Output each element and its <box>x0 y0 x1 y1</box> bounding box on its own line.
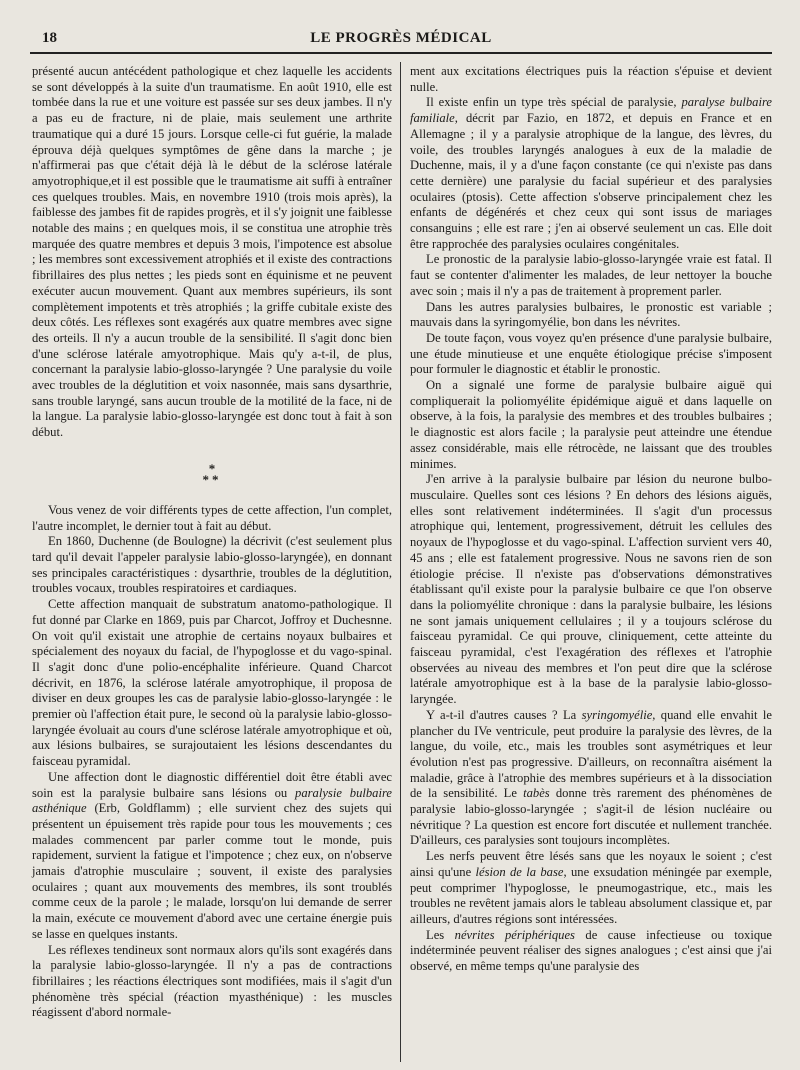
left-column <box>32 64 392 1021</box>
text-run: donne très rarement des phénomènes de paralysie labio-glosso-laryngée ; s'agit-il de lésion nucléaire ou névritique ? La question est encore fort discutée et nullement tranchée. D'ailleurs, ces paralysies sont toujours incomplètes. <box>410 786 772 848</box>
paragraph <box>410 849 772 928</box>
italic-term: lésion de la base <box>475 864 564 879</box>
text-run: de cause infectieuse ou toxique indéterminée peuvent réaliser des signes analogues ; c'est ainsi que j'ai observé, en même temps qu'une paralysie des <box>410 927 772 974</box>
paragraph: J'en arrive à la paralysie bulbaire par lésion du neurone bulbo-musculaire. Quelles sont ces lésions ? En dehors des lésions aiguës, elles sont relativement indéterminées. Il s'agit d'un processus atrophique qui, lentement, progressivement, détruit les cellules des noyaux de l'hypoglosse et du vago-spinal. L'affection survient vers 40, 45 ans ; elle est fatalement progressive. Nous ne savons rien de son étiologie précise. Il n'existe pas d'observations démonstratives établissant qu'il existe pour la paralysie bulbaire ce que l'on observe dans la poliomyélite chronique : dans la paralysie bulbaire, les lésions ne sont jamais uniquement cellulaires ; il y a toujours sclérose du faisceau pyramidal. Ce qui prouve, cliniquement, cette atteinte du faisceau pyramidal, c'est l'exagération des réflexes et l'atrophie observées au niveau des membres et l'on peut dire que la sclérose latérale amyotrophique est à la base de la paralysie labio-glosso-laryngée. <box>410 472 772 707</box>
text-run: , une exsudation méningée par exemple, peut comprimer l'hypoglosse, le pneumogastrique, etc., mais les troubles ne revêtent jamais alors le tableau absolument classique et, par ailleurs, d'autres régions sont intéressées. <box>410 864 772 926</box>
paragraph: présenté aucun antécédent pathologique et chez laquelle les accidents se sont développés à la suite d'un traumatisme. En août 1910, elle est tombée dans la rue et une voiture est passée sur ses deux jambes. Il n'y a pas eu de fracture, ni de plaie, mais seulement une arthrite traumatique qui a duré 15 jours. Lorsque celle-ci fut guérie, la malade éprouva déjà quelques symptômes de gêne dans la marche ; je n'affirmerai pas que c'était déjà là le début de la sclérose latérale amyotrophique,et il est possible que le traumatisme ait suffi à entraîner ces quelques troubles. Mais, en novembre 1910 (trois mois après), la faiblesse des jambes fit de rapides progrès, et il s'y joignit une faiblesse notable des mains ; en quelques mois, il se constitua une atrophie très marquée des quatre membres et depuis 3 mois, l'impotence est absolue ; les membres sont excessivement atrophiés et il existe des contractions fibrillaires des plus nettes ; les pieds sont en équinisme et ne peuvent exécuter aucun mouvement. Quant aux membres supérieurs, ils sont complètement impotents et très atrophiés ; la griffe cubitale existe des deux côtés. Les réflexes sont exagérés aux quatre membres avec signe des orteils. Il n'y a aucun trouble de la sensibilité. Il s'agit donc bien d'une sclérose latérale amyotrophique. Mais qu'y a-t-il, de plus, concernant la paralysie labio-glosso-laryngée ? Une paralysie du voile avec troubles de la déglutition et voix nasonnée, mais sans dysarthrie, sans trouble laryngé, sans aucun trouble de la motilité de la face, ni de la langue. La paralysie labio-glosso-laryngée est donc tout à fait à son début. <box>32 64 392 440</box>
text-run: Une affection dont le diagnostic différentiel doit être établi avec soin est la paralysie bulbaire sans lésions ou <box>32 769 392 800</box>
paragraph: ment aux excitations électriques puis la réaction s'épuise et devient nulle. <box>410 64 772 94</box>
paragraph: En 1860, Duchenne (de Boulogne) la décrivit (c'est seulement plus tard qu'il devait l'appeler paralysie labio-glosso-laryngée), en donnant ses principales caractéristiques : dysarthrie, troubles de la déglutition, troubles vocaux, troubles respiratoires et cardiaques. <box>32 534 392 596</box>
text-run: Les <box>426 927 455 942</box>
paragraph: Les réflexes tendineux sont normaux alors qu'ils sont exagérés dans la paralysie labio-glosso-laryngée. Il n'y a pas de contractions fibrillaires ; les réactions électriques sont modifiées, mais il s'agit d'un phénomène très spécial (réaction myasthénique) : les muscles réagissent d'abord normale- <box>32 942 392 1020</box>
paragraph: On a signalé une forme de paralysie bulbaire aiguë qui compliquerait la poliomyélite épidémique aiguë et dans laquelle on observe, à la fois, la paralysie des membres et des troubles bulbaires ; le diagnostic est alors facile ; la paralysie peut atteindre une étendue assez considérable, mais elle rétrocède, ne laissant que des troubles minimes. <box>410 378 772 471</box>
paragraph: Le pronostic de la paralysie labio-glosso-laryngée vraie est fatal. Il faut se contenter d'alimenter les malades, de leur nettoyer la bouche avec soin ; mais il n'y a pas de traitement à proprement parler. <box>410 252 772 298</box>
page-number: 18 <box>42 30 57 46</box>
column-divider <box>400 62 401 1062</box>
page-header <box>30 28 772 50</box>
text-run: Il existe enfin un type très spécial de paralysie, <box>426 95 682 110</box>
section-separator <box>32 460 392 487</box>
paragraph <box>32 770 392 943</box>
text-run: (Erb, Goldflamm) ; elle survient chez des sujets qui présentent un épuisement très rapide pour tous les mouvements ; ces malades commencent par parler comme tout le monde, puis rapidement, survient la fatigue et l'impotence ; chez eux, on n'observe jamais d'atrophie musculaire ; souvent, il existe des paralysies oculaires ; quant aux mouvements des membres, ils sont troublés comme ceux de la parole ; le malade, lorsqu'on lui demande de serrer la main, exécute ce mouvement d'abord avec une certaine énergie puis se lasse en quelques instants. <box>32 801 392 941</box>
separator-star: * <box>208 460 216 476</box>
paragraph <box>410 708 772 849</box>
text-run: , décrit par Fazio, en 1872, et depuis en France et en Allemagne ; il y a paralysie atrophique de la langue, des lèvres, du voile, des troubles laryngés analogues à eux de la maladie de Duchenne, mais, il y a d'une façon constante (ce qui n'existe pas dans cette dernière) une paralysie du facial supérieur et des paralysies oculaires (ptosis). Cette affection s'observe principalement chez les enfants de dégénérés et chez ceux qui sont issus de mariages consanguins ; elle est rare ; j'en ai observé seulement un cas. Elle doit être rapprochée des paralysies oculaires congénitales. <box>410 111 772 251</box>
right-column <box>410 64 772 975</box>
header-rule <box>30 52 772 54</box>
text-run: Les nerfs peuvent être lésés sans que les noyaux le soient ; c'est ainsi qu'une <box>410 849 772 879</box>
italic-term: névrites périphériques <box>454 927 575 942</box>
italic-term: paralyse bulbaire familiale <box>410 95 772 126</box>
paragraph: Cette affection manquait de substratum anatomo-pathologique. Il fut donné par Clarke en 1869, puis par Charcot, Joffroy et Duchesnne. On voit qu'il existait une atrophie de certains noyaux bulbaires et spécialement des noyaux du facial, de l'hypoglosse et du vago-spinal. Il s'agit donc d'une polio-encéphalite inférieure. Quand Charcot décrivit, en 1876, la sclérose latérale amyotrophique, il proposa de diviser en deux groupes les cas de paralysie labio-glosso-laryngée : le premier où l'affection était pure, le second où la paralysie labio-glosso-laryngée évoluait au cours d'une sclérose latérale amyotrophique et où, aux lésions bulbaires, se surajoutaient les lésions descendantes du faisceau pyramidal. <box>32 597 392 769</box>
paragraph <box>410 928 772 975</box>
italic-term: paralysie bulbaire asthénique <box>32 785 392 816</box>
running-title: LE PROGRÈS MÉDICAL <box>310 30 492 46</box>
paragraph: Vous venez de voir différents types de cette affection, l'un complet, l'autre incomplet, le dernier tout à fait au début. <box>32 502 392 533</box>
paragraph: Dans les autres paralysies bulbaires, le pronostic est variable ; mauvais dans la syringomyélie, bon dans les névrites. <box>410 299 772 330</box>
separator-stars: ** <box>202 471 222 487</box>
paragraph <box>410 95 772 252</box>
italic-term: tabès <box>523 786 550 801</box>
paragraph: De toute façon, vous voyez qu'en présence d'une paralysie bulbaire, une étude minutieuse et une enquête étiologique précise s'imposent pour formuler le diagnostic et établir le pronostic. <box>410 330 772 377</box>
text-run: Y a-t-il d'autres causes ? La <box>426 707 582 722</box>
italic-term: syringomyélie <box>581 707 653 722</box>
text-run: , quand elle envahit le plancher du IVe ventricule, peut produire la paralysie des lèvres, de la langue, du voile, etc., mais les troubles sont asymétriques et leur évolution n'est pas progressive. D'ailleurs, on reconnaîtra aisément la maladie, grâce à l'atrophie des membres supérieurs et à la dissociation de la sensibilité. Le <box>410 707 772 801</box>
